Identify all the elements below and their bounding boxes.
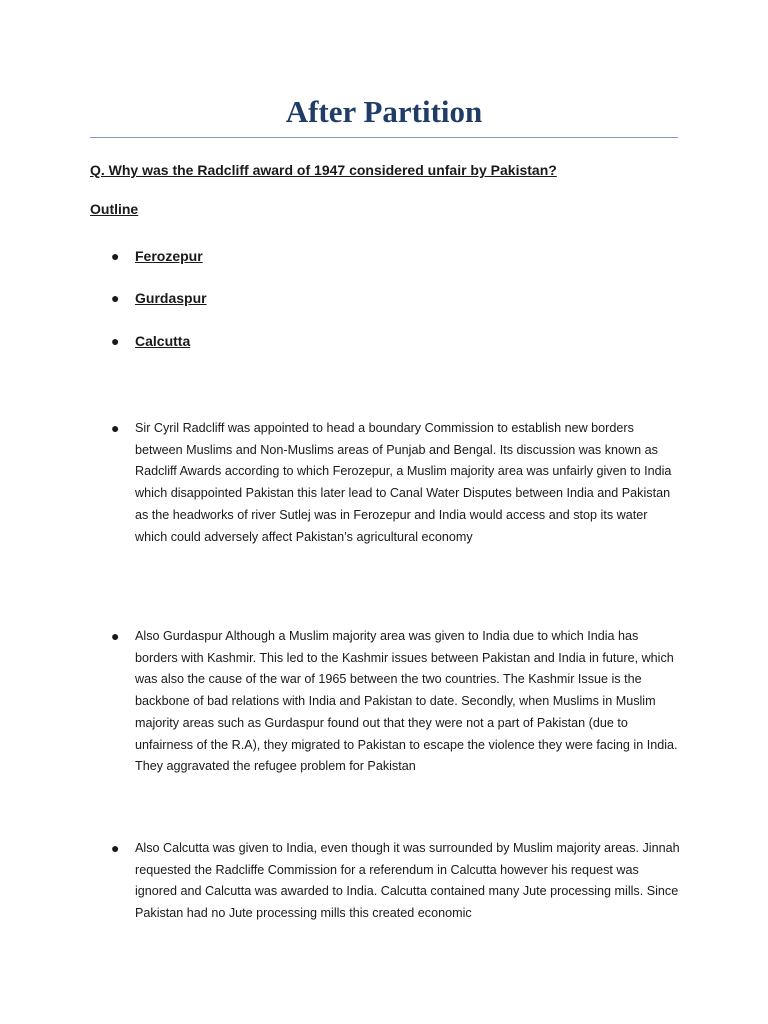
body-paragraph xyxy=(90,418,678,548)
bullet-icon: ● xyxy=(111,248,120,264)
bullet-icon: ● xyxy=(111,840,120,856)
outline-item-label: Calcutta xyxy=(135,333,191,349)
bullet-icon: ● xyxy=(111,290,120,306)
outline-heading: Outline xyxy=(90,201,139,217)
bullet-icon: ● xyxy=(111,628,120,644)
bullet-icon: ● xyxy=(111,333,120,349)
paragraph-text: Also Gurdaspur Although a Muslim majority area was given to India due to which India has borders with Kashmir. This led to the Kashmir issues between Pakistan and India in future, which was also the cause of the war of 1965 between the two countries. The Kashmir Issue is the backbone of bad relations with India and Pakistan to date. Secondly, when Muslims in Muslim majority areas such as Gurdaspur found out that they were not a part of Pakistan (due to unfairness of the R.A), they migrated to Pakistan to escape the violence they were facing in India. They aggravated the refugee problem for Pakistan xyxy=(135,629,678,774)
page-title: After Partition xyxy=(285,94,483,129)
outline-item-label: Gurdaspur xyxy=(135,290,207,306)
body-paragraph xyxy=(90,626,678,778)
question-heading: Q. Why was the Radcliff award of 1947 considered unfair by Pakistan? xyxy=(90,162,557,178)
outline-item-label: Ferozepur xyxy=(135,248,203,264)
title-divider xyxy=(90,137,678,138)
bullet-icon: ● xyxy=(111,420,120,436)
paragraph-text: Sir Cyril Radcliff was appointed to head a boundary Commission to establish new borders between Muslims and Non-Muslims areas of Punjab and Bengal. Its discussion was known as Radcliff Awards according to which Ferozepur, a Muslim majority area was unfairly given to India which disappointed Pakistan this later lead to Canal Water Disputes between India and Pakistan as the headworks of river Sutlej was in Ferozepur and India would access and stop its water which could adversely affect Pakistan’s agricultural economy xyxy=(135,421,672,544)
paragraph-text: Also Calcutta was given to India, even though it was surrounded by Muslim majority areas. Jinnah requested the Radcliffe Commission for a referendum in Calcutta however his request was ignored and Calcutta was awarded to India. Calcutta contained many Jute processing mills. Since Pakistan had no Jute processing mills this created economic xyxy=(135,841,680,921)
body-paragraph xyxy=(90,838,678,925)
